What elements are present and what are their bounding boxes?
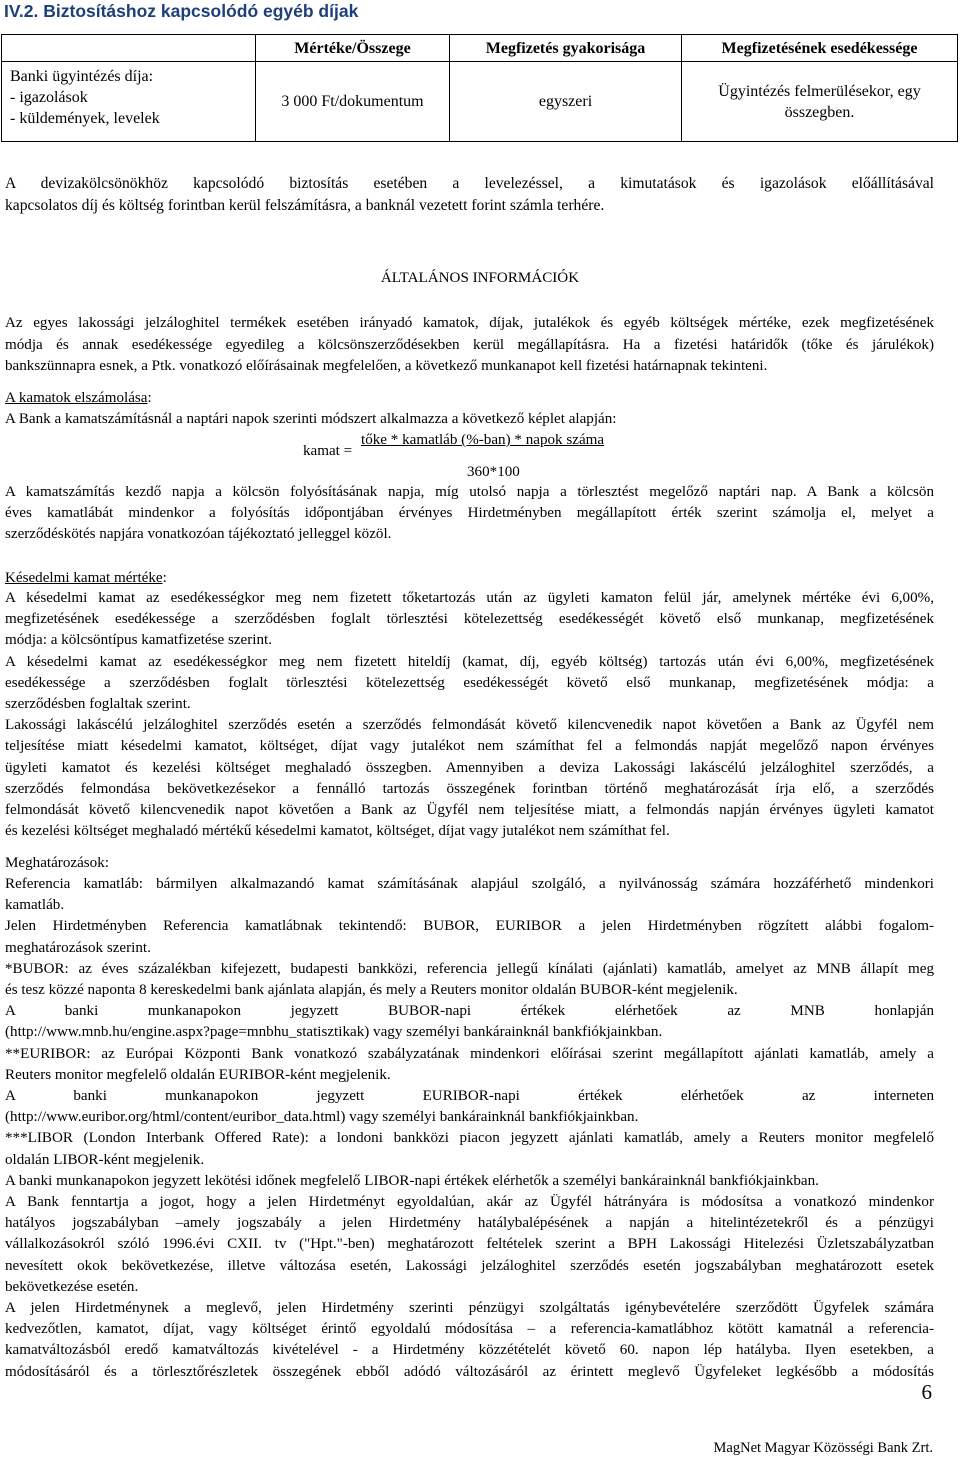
fee-frequency-cell: egyszeri — [450, 62, 682, 142]
penalty-title-text: Késedelmi kamat mértéke — [5, 570, 163, 586]
interest-title-suffix: : — [147, 390, 152, 406]
text-line: A késedelmi kamat az esedékességkor meg nem fizetett hiteldíj (kamat, díj, egyéb költség) tartozás után évi 6,00%, megfizetésének — [5, 653, 934, 670]
text-line: A banki munkanapokon jegyzett BUBOR-napi értékek elérhetőek az MNB honlapján — [5, 1003, 934, 1020]
text-line: módosításáról és a törlesztőrészletek összegének ebből adódó változásáról az érintett meglevő Ügyfeleket legkésőbb a módosítás — [5, 1363, 934, 1380]
text-line: és tesz közzé naponta 8 kereskedelmi bank ajánlata alapján, és mely a Reuters monitor oldalán BUBOR-ként megjelenik. — [5, 982, 738, 999]
formula-label: kamat = — [303, 443, 353, 459]
formula-numerator: tőke * kamatláb (%-ban) * napok száma — [361, 432, 605, 448]
text-line: *BUBOR: az éves százalékban kifejezett, budapesti bankközi, referencia jellegű kínálati (ajánlati) kamatláb, amelyet az MNB állapít meg — [5, 960, 934, 977]
fee-table-header-frequency: Megfizetés gyakorisága — [450, 35, 682, 62]
page-number: 6 — [921, 1380, 932, 1404]
fee-label-line: Banki ügyintézés díja: — [10, 68, 154, 85]
text-line: (http://www.mnb.hu/engine.aspx?page=mnbhu_statisztikak) vagy személyi bankárainknál bankfiókjainkban. — [5, 1024, 663, 1041]
interest-intro: A Bank a kamatszámításnál a naptári napok szerinti módszert alkalmazza a következő képlet alapján: — [5, 411, 617, 427]
text-line: kamatláb. — [5, 897, 65, 914]
text-line: Referencia kamatláb: bármilyen alkalmazandó kamat számításának alapjául szolgáló, a nyilvánosság számára hozzáférhető mindenkori — [5, 876, 934, 892]
text-line: teljesítése miatt késedelmi kamatot, költséget, díjat vagy jutalékot nem számíthat fel a felmondás napját megelőző napon érvényes — [5, 738, 934, 755]
text-line: A jelen Hirdetménynek a meglevő, jelen Hirdetmény szerinti pénzügyi szolgáltatás igénybevételére szerződött Ügyfelek számára — [5, 1300, 934, 1317]
text-line: éves kamatlábát mindenkor a folyósítás időpontjában érvényes Hirdetményben megállapított érték szerint számolja el, melyet a — [5, 505, 934, 522]
fee-table-row — [2, 62, 958, 142]
text-line: hatályos jogszabályban –amely jogszabály a jelen Hirdetmény hatálybalépésének a napján a hitelintézetekről és a pénzügyi — [5, 1215, 934, 1232]
text-line: felmondását követő kilencvenedik napot követően a Bank az Ügyfél nem teljesítése miatt, a felmondás napján érvényes ügyleti kamatot — [5, 802, 934, 819]
text-line: módja és annak esedékessége egyedileg a kölcsönszerződésekben kerül megállapításra. Ha a fizetési határidők (tőke és járulékok) — [5, 336, 934, 353]
formula-denominator: 360*100 — [467, 464, 520, 480]
text-line: Jelen Hirdetményben Referencia kamatlábnak tekintendő: BUBOR, EURIBOR a jelen Hirdetményben rögzített alábbi fogalom- — [5, 918, 934, 935]
fee-label-cell — [2, 62, 256, 142]
penalty-title-suffix: : — [162, 570, 167, 586]
text-line: kedvezőtlen, kamatot, díjat, vagy költséget érintő egyoldalú módosítása – a referencia-kamatlábhoz kötött kamatnál a referencia- — [5, 1321, 934, 1338]
text-line: meghatározások szerint. — [5, 939, 151, 956]
footer-bank-name: MagNet Magyar Közösségi Bank Zrt. — [713, 1440, 933, 1456]
fee-table — [1, 34, 958, 142]
interest-paragraph — [5, 482, 934, 546]
text-line: szerződésben foglaltak szerint. — [5, 696, 191, 713]
text-line: kapcsolatos díj és költség forintban kerül felszámításra, a banknál vezetett forint számla terhére. — [5, 196, 605, 214]
text-line: szerződéskötés napjára vonatkozóan tájékoztató jelleggel közöl. — [5, 526, 392, 543]
definitions-paragraph — [5, 874, 934, 1383]
text-line: Az egyes lakossági jelzáloghitel termékek esetében irányadó kamatok, díjak, jutalékok és egyéb költségek mértéke, ezek megfizetésének — [5, 315, 934, 331]
text-line: ***LIBOR (London Interbank Offered Rate): a londoni bankközi piacon jegyzett ajánlati kamatláb, amely a Reuters monitor megfelelő — [5, 1130, 934, 1147]
text-line: kamatváltozásból eredő kamatváltozás kivételével - a Hirdetmény közzétételét követő 60. napon lép hatályba. Ilyen esetekben, a — [5, 1342, 934, 1359]
fee-table-header-due: Megfizetésének esedékessége — [682, 35, 958, 62]
section-heading: IV.2. Biztosításhoz kapcsolódó egyéb díjak — [4, 1, 359, 21]
interest-title-text: A kamatok elszámolása — [5, 390, 148, 406]
general-info-title: ÁLTALÁNOS INFORMÁCIÓK — [380, 270, 580, 286]
interest-title — [5, 388, 152, 409]
fee-label-line: - küldemények, levelek — [10, 110, 160, 127]
text-line: A banki munkanapokon jegyzett EURIBOR-napi értékek elérhetőek az interneten — [5, 1088, 934, 1105]
text-line: A Bank fenntartja a jogot, hogy a jelen Hirdetményt egyoldalúan, akár az Ügyfél hátrányára is módosítsa a vonatkozó mindenkor — [5, 1194, 934, 1211]
text-line: vállalkozásokról szóló 1996.évi CXII. tv ("Hpt."-ben) meghatározott feltételek szerint a BPH Lakossági Hitelezési Üzletszabályzatban — [5, 1236, 934, 1253]
text-line: szerződés felmondása bekövetkezésekor a fennálló tartozás összegének forintban történő meghatározását írja elő, a szerződés — [5, 780, 934, 797]
fee-table-header-row — [2, 35, 958, 62]
text-line: bekövetkezése esetén. — [5, 1278, 139, 1295]
text-line: bankszünnapra esnek, a Ptk. vonatkozó előírásainak megfelelően, a következő munkanapot kell fizetési határnapnak tekinteni. — [5, 358, 768, 374]
text-line: nevesített okok bekövetkezése, illetve változása esetén, Lakossági jelzáloghitel szerződés esetén jogszabályban meghatározott esetek — [5, 1257, 934, 1274]
penalty-paragraph — [5, 588, 934, 842]
text-line: Lakossági lakáscélú jelzáloghitel szerződés esetén a szerződés felmondását követő kilencvenedik napot követően a Bank az Ügyfél nem — [5, 717, 934, 734]
fee-amount-cell: 3 000 Ft/dokumentum — [256, 62, 450, 142]
text-line: A banki munkanapokon jegyzett lekötési időnek megfelelő LIBOR-napi értékek elérhetők a személyi bankárainknál bankfiókjainkban. — [5, 1172, 819, 1189]
fee-label-line: - igazolások — [10, 89, 88, 106]
text-line: A kamatszámítás kezdő napja a kölcsön folyósításának napja, míg utolsó napja a törlesztést megelőző naptári nap. A Bank a kölcsön — [5, 484, 934, 500]
text-line: A késedelmi kamat az esedékességkor meg nem fizetett tőketartozás után az ügyleti kamaton felül jár, amelynek mértéke évi 6,00%, — [5, 590, 934, 606]
fee-due-cell — [682, 62, 958, 142]
text-line: **EURIBOR: az Európai Központi Bank vonatkozó szabályzatának mindenkori előírásai szerint megállapított ajánlati kamatláb, amely a — [5, 1045, 934, 1062]
general-info-paragraph — [5, 313, 934, 378]
fee-due-line: Ügyintézés felmerülésekor, egy — [718, 82, 921, 100]
text-line: (http://www.euribor.org/html/content/euribor_data.html) vagy személyi bankárainknál bankfiókjainkban. — [5, 1109, 639, 1126]
fee-due-line: összegben. — [784, 103, 855, 121]
text-line: megfizetésének esedékessége a szerződésben foglalt törlesztési kötelezettség esedékességét követő első munkanap, megfizetésének — [5, 611, 934, 628]
definitions-title: Meghatározások: — [5, 855, 109, 871]
fee-table-header-blank — [2, 35, 256, 62]
text-line: és kezelési költséget meghaladó mértékű késedelmi kamatot, költséget, díjat vagy jutalékot nem számíthat fel. — [5, 823, 670, 840]
text-line: esedékessége a szerződésben foglalt törlesztési kötelezettség esedékességét követő első munkanap, megfizetésének módja: a — [5, 674, 934, 691]
fee-table-header-amount: Mértéke/Összege — [256, 35, 450, 62]
text-line: ügyleti kamatot és kezelési költséget meghaladó összegben. Amennyiben a deviza Lakossági lakáscélú jelzáloghitel szerződés, a — [5, 759, 934, 776]
text-line: Reuters monitor megfelelő oldalán EURIBOR-ként megjelenik. — [5, 1066, 391, 1083]
penalty-title — [5, 568, 167, 589]
text-line: oldalán LIBOR-ként megjelenik. — [5, 1151, 205, 1168]
fx-note-paragraph — [5, 173, 934, 216]
text-line: módja: a kölcsöntípus kamatfizetése szerint. — [5, 632, 272, 649]
text-line: A devizakölcsönökhöz kapcsolódó biztosítás esetében a levelezéssel, a kimutatások és igazolások előállításával — [5, 175, 934, 192]
